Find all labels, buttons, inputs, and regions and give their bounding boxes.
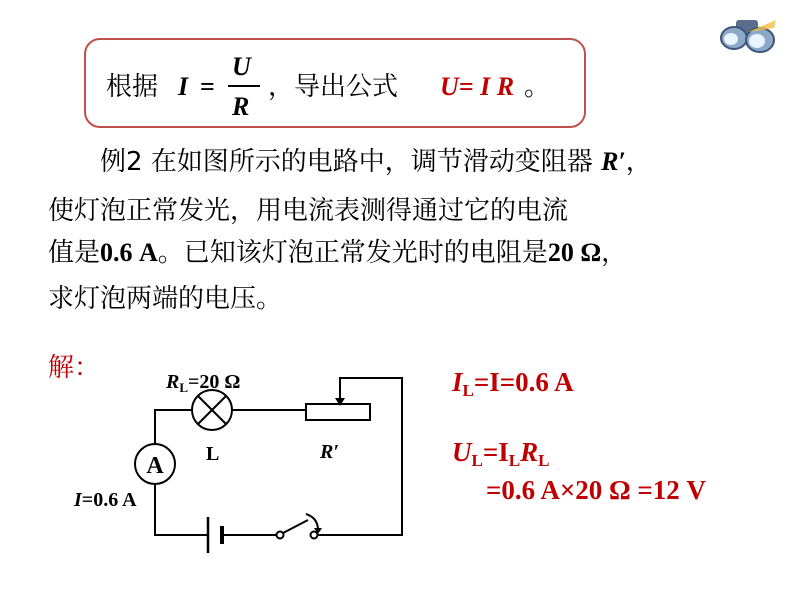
switch-blade [283,520,308,533]
problem-line-3-b: 。已知该灯泡正常发光时的电阻是 [157,238,548,268]
sub-l: L [508,451,521,470]
binoculars-icon [718,14,778,62]
current-label-value: =0.6 A [81,489,137,511]
solution-line-1-rest: =I=0.6 A [473,367,574,397]
ammeter-symbol: A [146,453,164,479]
problem-line-3-c: ， [601,238,628,268]
solution-label: 解： [48,353,101,383]
problem-line-1-text: 例2 在如图所示的电路中，调节滑动变阻器 [100,147,602,177]
lamp-resistance-label [166,370,240,394]
current-symbol: I [452,367,463,397]
lamp-name-label: L [206,443,220,465]
derived-formula-text: U= I R [440,72,515,101]
problem-line-4: 求灯泡两端的电压。 [48,284,283,314]
wire-bottom-left [155,476,208,535]
formula-middle-text: ，导出公式 [268,72,399,102]
lamp-r-symbol: R [166,371,180,393]
equals-i: =I [482,437,509,467]
lamp-sub-l: L [179,380,189,395]
switch-arrow-arc [306,514,318,530]
solution-line-3: =0.6 A×20 Ω =12 V [486,475,707,505]
current-value: 0.6 A [100,238,158,267]
problem-line-1-end: ， [625,147,652,177]
resistance-value: 20 Ω [547,238,602,267]
sub-l: L [462,381,474,400]
formula-lhs: I [178,72,189,101]
formula-equals: = [200,72,215,101]
voltage-symbol: U [452,437,472,467]
formula-prefix: 根据 [106,72,159,102]
formula-period: 。 [524,72,551,102]
current-label-symbol: I [74,489,82,511]
rheostat-body [306,404,370,420]
sub-l: L [471,451,483,470]
switch-pivot [277,532,284,539]
formula-denominator: R [232,92,250,121]
problem-line-2: 使灯泡正常发光，用电流表测得通过它的电流 [48,196,569,226]
resistance-symbol: R [520,437,539,467]
lamp-resistance-value: =20 Ω [188,371,241,393]
sub-l: L [538,451,550,470]
switch-contact [311,532,318,539]
problem-line-3-a: 值是 [48,238,101,268]
rheostat-symbol: R′ [601,147,626,176]
rheostat-label: R′ [320,441,339,463]
formula-numerator: U [232,52,251,81]
current-label [74,488,137,512]
